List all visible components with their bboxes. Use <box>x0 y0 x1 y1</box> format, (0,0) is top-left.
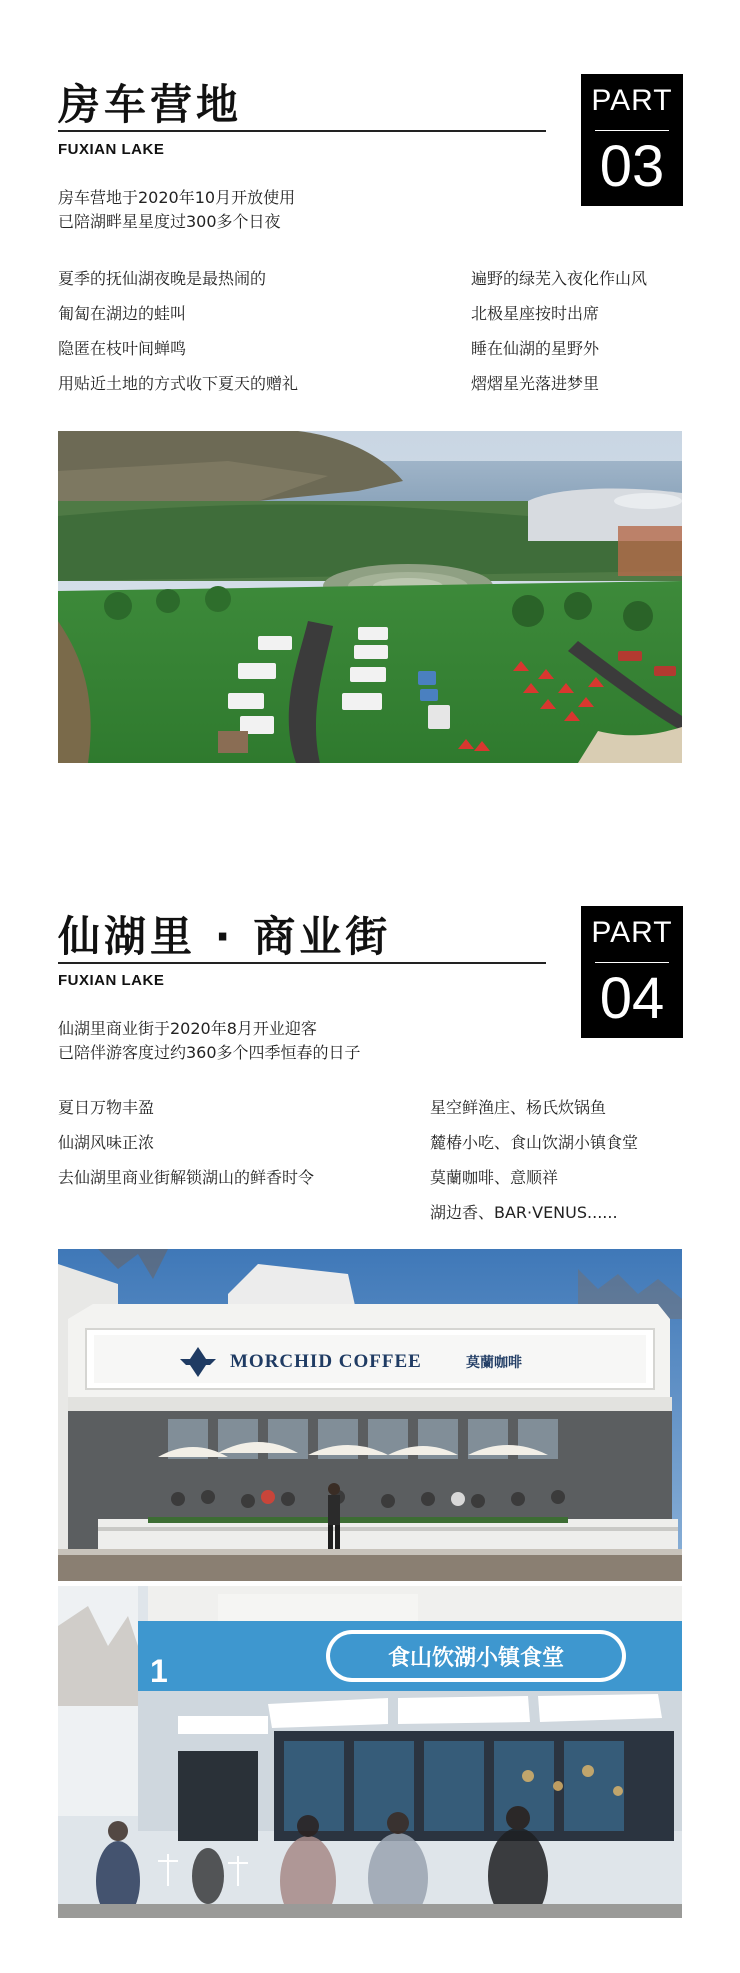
poem-line: 用贴近土地的方式收下夏天的赠礼 <box>58 374 299 393</box>
poem-line: 匍匐在湖边的蛙叫 <box>58 304 187 323</box>
shop-list-column <box>430 1090 638 1230</box>
rv-camp-aerial-photo <box>58 431 682 763</box>
storefront-number: 1 <box>150 1653 168 1689</box>
part-number: 03 <box>599 134 665 199</box>
shop-line: 麓椿小吃、食山饮湖小镇食堂 <box>430 1133 639 1152</box>
title-rule <box>58 962 546 964</box>
part-divider <box>595 130 669 131</box>
intro-line: 房车营地于2020年10月开放使用 <box>58 188 296 207</box>
feature-line: 夏日万物丰盈 <box>58 1098 155 1117</box>
canteen-sign-text: 食山饮湖小镇食堂 <box>387 1646 565 1671</box>
part-divider <box>595 962 669 963</box>
shop-line: 莫蘭咖啡、意顺祥 <box>430 1168 559 1187</box>
section-subtitle: FUXIAN LAKE <box>58 141 165 158</box>
shop-line: 湖边香、BAR·VENUS...... <box>430 1203 618 1222</box>
shop-line: 星空鲜渔庄、杨氏炊锅鱼 <box>430 1098 607 1117</box>
part-number: 04 <box>599 966 665 1031</box>
feature-line: 去仙湖里商业街解锁湖山的鲜香时令 <box>58 1168 315 1187</box>
intro-line: 已陪湖畔星星度过300多个日夜 <box>58 212 281 231</box>
section-rv-camp <box>0 0 740 780</box>
poem-line: 北极星座按时出席 <box>471 304 600 323</box>
poem-line: 遍野的绿芜入夜化作山风 <box>471 269 648 288</box>
poem-right-column <box>471 261 647 401</box>
coffee-shop-photo <box>58 1249 682 1581</box>
coffee-sign-text: MORCHID COFFEE <box>230 1351 422 1372</box>
poem-line: 睡在仙湖的星野外 <box>471 339 600 358</box>
intro-line: 已陪伴游客度过约360多个四季恒春的日子 <box>58 1043 361 1062</box>
section-title: 房车营地 <box>58 80 243 129</box>
section-intro <box>58 1017 361 1065</box>
poem-line: 夏季的抚仙湖夜晚是最热闹的 <box>58 269 267 288</box>
part-label: PART <box>591 916 673 949</box>
section-intro <box>58 186 295 234</box>
coffee-sign-cn-text: 莫蘭咖啡 <box>466 1355 522 1371</box>
intro-line: 仙湖里商业街于2020年8月开业迎客 <box>58 1019 317 1038</box>
part-badge <box>581 74 683 206</box>
feature-line: 仙湖风味正浓 <box>58 1133 155 1152</box>
poem-line: 熠熠星光落进梦里 <box>471 374 600 393</box>
section-commercial-street <box>0 780 740 1973</box>
section-title: 仙湖里 · 商业街 <box>58 912 392 961</box>
part-label: PART <box>591 84 673 117</box>
section-subtitle: FUXIAN LAKE <box>58 972 165 989</box>
title-rule <box>58 130 546 132</box>
poem-line: 隐匿在枝叶间蝉鸣 <box>58 339 187 358</box>
canteen-storefront-photo <box>58 1586 682 1918</box>
feature-left-column <box>58 1090 314 1195</box>
poem-left-column <box>58 261 298 401</box>
part-badge <box>581 906 683 1038</box>
